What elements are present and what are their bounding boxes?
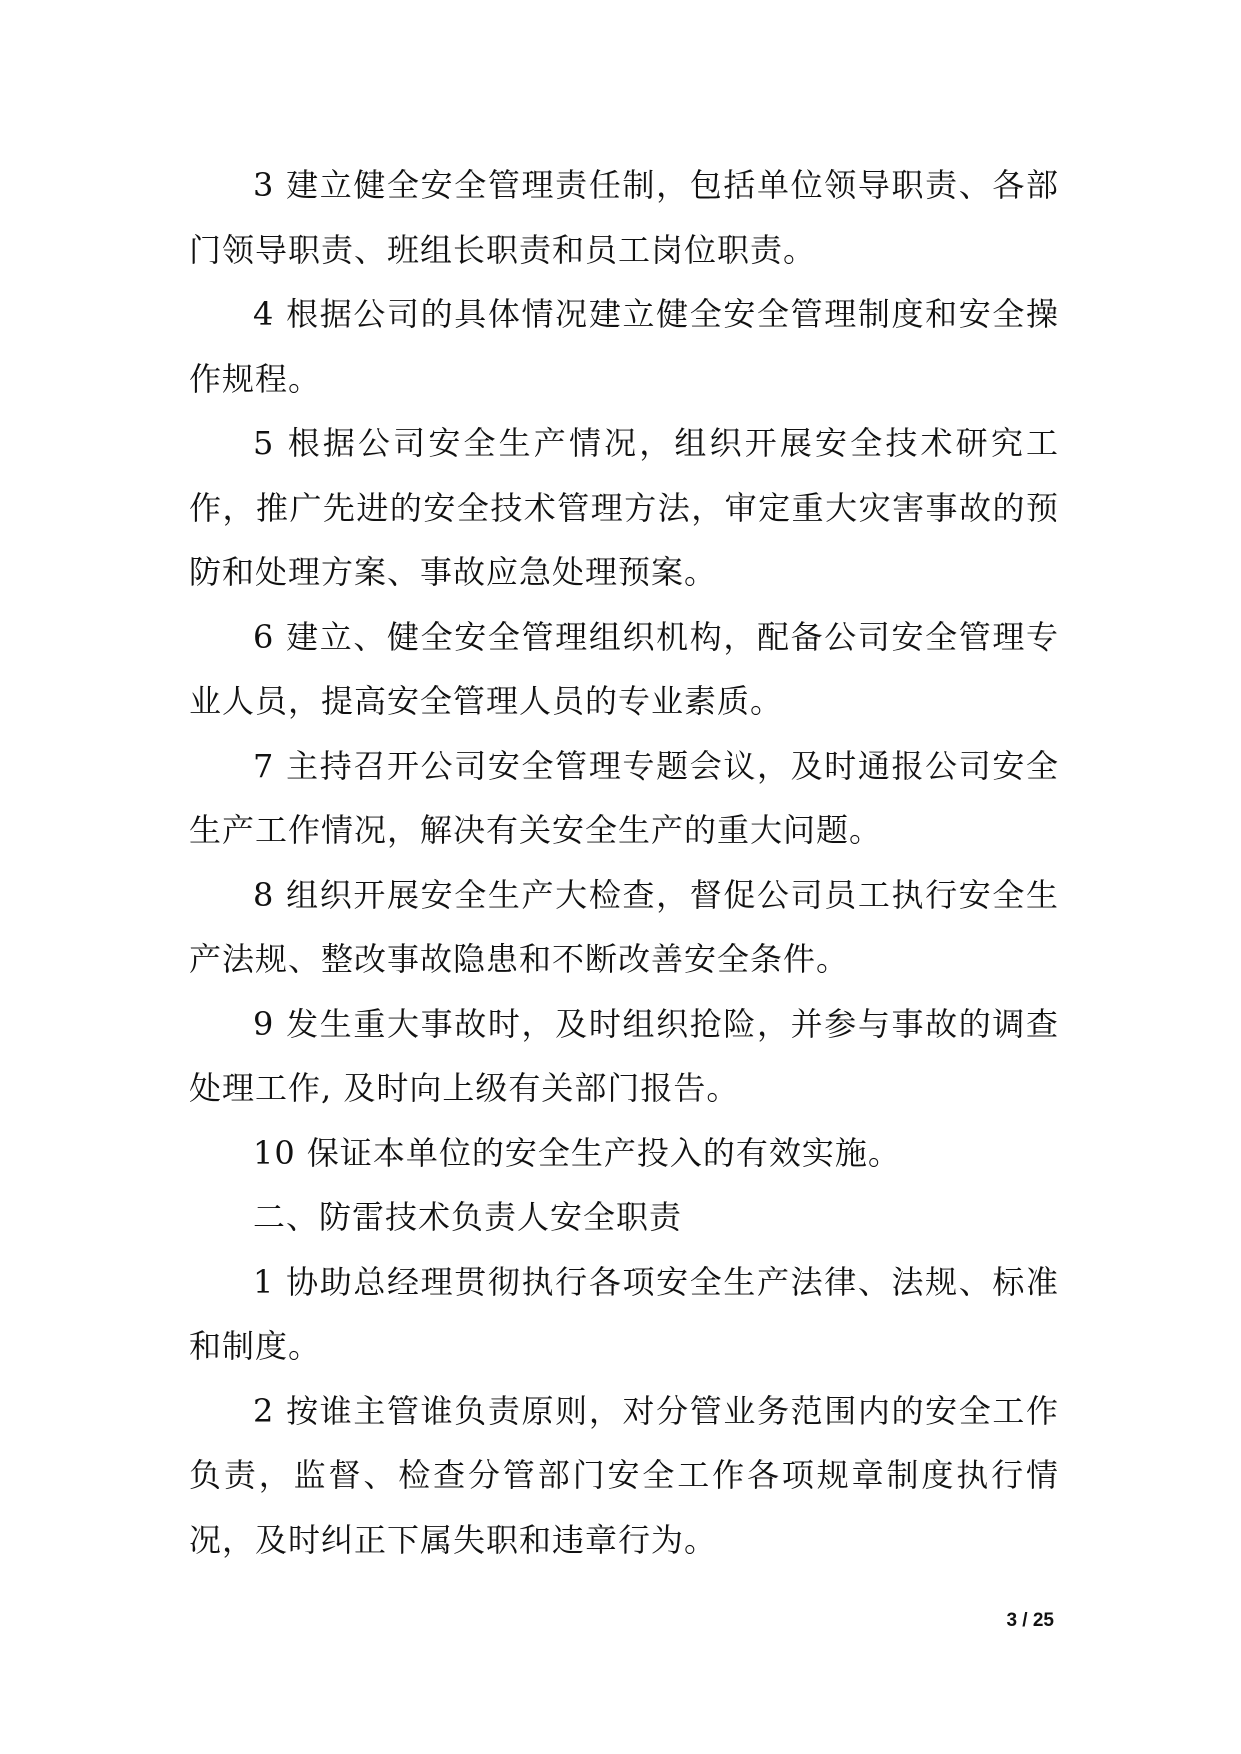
section-paragraph-1: 1 协助总经理贯彻执行各项安全生产法律、法规、标准和制度。 [189,1262,1059,1365]
paragraph-item-6: 6 建立、健全安全管理组织机构，配备公司安全管理专业人员，提高安全管理人员的专业素质。 [189,617,1059,720]
paragraph-item-3: 3 建立健全安全管理责任制，包括单位领导职责、各部门领导职责、班组长职责和员工岗位职责。 [189,166,1059,269]
paragraph-item-9: 9 发生重大事故时，及时组织抢险，并参与事故的调查处理工作, 及时向上级有关部门报告。 [189,1004,1059,1107]
paragraph-item-4: 4 根据公司的具体情况建立健全安全管理制度和安全操作规程。 [189,295,1059,398]
paragraph-item-8: 8 组织开展安全生产大检查，督促公司员工执行安全生产法规、整改事故隐患和不断改善安全条件。 [189,875,1059,978]
paragraph-item-7: 7 主持召开公司安全管理专题会议，及时通报公司安全生产工作情况，解决有关安全生产的重大问题。 [189,746,1059,849]
page-number: 3 / 25 [1006,1610,1054,1631]
paragraph-item-10: 10 保证本单位的安全生产投入的有效实施。 [253,1133,901,1172]
paragraph-item-5: 5 根据公司安全生产情况，组织开展安全技术研究工作，推广先进的安全技术管理方法，审定重大灾害事故的预防和处理方案、事故应急处理预案。 [189,424,1059,591]
section-heading: 二、防雷技术负责人安全职责 [253,1198,683,1236]
section-paragraph-2: 2 按谁主管谁负责原则，对分管业务范围内的安全工作负责，监督、检查分管部门安全工作各项规章制度执行情况，及时纠正下属失职和违章行为。 [189,1391,1059,1559]
document-body [189,153,1059,1572]
